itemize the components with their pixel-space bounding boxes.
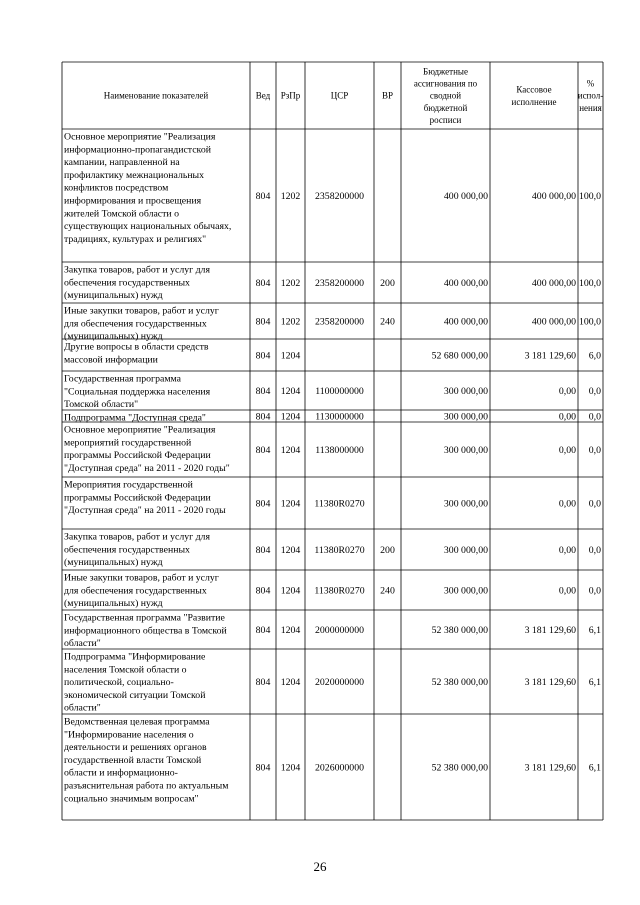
header-rzpr: РзПр <box>280 90 301 101</box>
row-name: населения Томской области о <box>64 664 187 676</box>
row-kass: 3 181 129,60 <box>524 625 576 636</box>
row-name: конфликтов посредством <box>64 182 169 194</box>
row-csr: 2358200000 <box>315 191 364 202</box>
row-budget: 52 380 000,00 <box>431 762 488 774</box>
row-budget: 300 000,00 <box>443 445 488 456</box>
header-budget: ассигнования по <box>413 78 478 89</box>
row-name: Томской области" <box>64 399 139 411</box>
row-csr: 11380R0270 <box>314 585 365 597</box>
header-vr: ВР <box>381 90 394 101</box>
row-ved: 804 <box>255 762 271 774</box>
row-vr: 240 <box>380 316 395 328</box>
row-name: кампании, направленной на <box>64 157 180 169</box>
row-name: информирования и просвещения <box>64 195 202 207</box>
row-name: (муниципальных) нужд <box>64 598 163 610</box>
row-kass: 0,00 <box>558 585 576 597</box>
row-ved: 804 <box>255 316 271 328</box>
row-pct: 6,0 <box>588 350 601 362</box>
row-name: Подпрограмма "Информирование <box>64 651 206 663</box>
row-ved: 804 <box>255 386 271 397</box>
row-name: экономической ситуации Томской <box>64 689 206 701</box>
row-csr: 2026000000 <box>315 762 364 774</box>
row-name: "Доступная среда" на 2011 - 2020 годы <box>64 505 226 517</box>
row-name: программы Российской Федерации <box>64 450 211 462</box>
row-pct: 0,0 <box>588 411 601 423</box>
row-pct: 6,1 <box>588 762 601 774</box>
row-name: для обеспечения государственных <box>64 318 207 330</box>
row-name: информационно-пропагандистской <box>64 144 211 156</box>
row-pct: 0,0 <box>588 498 601 510</box>
row-kass: 0,00 <box>558 386 576 397</box>
row-name: "Доступная среда" на 2011 - 2020 годы" <box>64 462 230 474</box>
row-name: Закупка товаров, работ и услуг для <box>64 264 210 276</box>
row-vr: 200 <box>380 278 395 289</box>
row-name: массовой информации <box>64 354 158 366</box>
row-name: социально значимым вопросам" <box>64 793 199 805</box>
row-pct: 0,0 <box>588 545 601 556</box>
row-budget: 52 380 000,00 <box>431 677 488 688</box>
row-name: Закупка товаров, работ и услуг для <box>64 531 210 543</box>
header-budget: сводной <box>429 90 462 101</box>
row-name: разъяснительная работа по актуальным <box>64 780 229 792</box>
row-name: обеспечения государственных <box>64 544 190 556</box>
row-ved: 804 <box>255 585 271 597</box>
header-pct: нения <box>579 102 602 113</box>
row-kass: 400 000,00 <box>531 316 576 328</box>
row-name: программы Российской Федерации <box>64 492 211 504</box>
row-rzpr: 1204 <box>280 445 301 456</box>
row-name: политической, социально- <box>64 677 174 689</box>
row-budget: 300 000,00 <box>443 498 488 510</box>
row-rzpr: 1202 <box>280 316 301 328</box>
row-pct: 6,1 <box>588 677 601 688</box>
row-budget: 400 000,00 <box>443 316 488 328</box>
row-rzpr: 1204 <box>280 545 301 556</box>
row-csr: 11380R0270 <box>314 498 365 510</box>
row-pct: 100,0 <box>578 316 601 328</box>
row-name: государственной власти Томской <box>64 754 202 766</box>
row-kass: 400 000,00 <box>531 191 576 202</box>
row-vr: 240 <box>380 585 395 597</box>
row-budget: 52 380 000,00 <box>431 625 488 636</box>
row-name: Подпрограмма "Доступная среда" <box>64 412 206 424</box>
row-pct: 100,0 <box>578 191 601 202</box>
row-kass: 0,00 <box>558 411 576 423</box>
row-pct: 0,0 <box>588 386 601 397</box>
row-csr: 1138000000 <box>315 445 364 456</box>
table-cells <box>63 66 603 804</box>
header-ved: Вед <box>255 90 271 101</box>
row-pct: 0,0 <box>588 445 601 456</box>
row-ved: 804 <box>255 445 271 456</box>
row-ved: 804 <box>255 545 271 556</box>
row-budget: 300 000,00 <box>443 585 488 597</box>
row-budget: 400 000,00 <box>443 191 488 202</box>
row-vr: 200 <box>380 545 395 556</box>
row-csr: 2358200000 <box>315 316 364 328</box>
row-kass: 0,00 <box>558 498 576 510</box>
row-rzpr: 1204 <box>280 498 301 510</box>
row-kass: 3 181 129,60 <box>524 762 576 774</box>
row-budget: 300 000,00 <box>443 411 488 423</box>
row-name: жителей Томской области о <box>64 208 180 220</box>
row-budget: 300 000,00 <box>443 545 488 556</box>
header-budget: Бюджетные <box>423 66 468 77</box>
row-name: (муниципальных) нужд <box>64 331 163 343</box>
row-name: "Социальная поддержка населения <box>64 386 211 398</box>
row-rzpr: 1204 <box>280 625 301 636</box>
row-kass: 0,00 <box>558 445 576 456</box>
row-rzpr: 1204 <box>280 411 301 423</box>
row-ved: 804 <box>255 278 271 289</box>
row-kass: 3 181 129,60 <box>524 677 576 688</box>
header-csr: ЦСР <box>330 90 349 101</box>
row-pct: 6,1 <box>588 625 601 636</box>
row-name: области" <box>64 638 101 650</box>
row-name: Ведомственная целевая программа <box>64 716 210 728</box>
row-ved: 804 <box>255 677 271 688</box>
row-kass: 400 000,00 <box>531 278 576 289</box>
row-rzpr: 1202 <box>280 191 301 202</box>
row-ved: 804 <box>255 191 271 202</box>
row-name: Мероприятия государственной <box>64 479 193 491</box>
row-rzpr: 1204 <box>280 762 301 774</box>
row-csr: 11380R0270 <box>314 545 365 556</box>
row-kass: 3 181 129,60 <box>524 350 576 362</box>
row-name: информационного общества в Томской <box>64 625 227 637</box>
row-rzpr: 1204 <box>280 386 301 397</box>
row-csr: 2020000000 <box>315 677 364 688</box>
row-name: мероприятий государственной <box>64 437 192 449</box>
row-name: области" <box>64 702 101 714</box>
header-budget: росписи <box>429 115 462 126</box>
header-budget: бюджетной <box>423 102 468 113</box>
row-name: деятельности и решениях органов <box>64 742 207 754</box>
row-name: Основное мероприятие "Реализация <box>64 424 216 436</box>
row-name: существующих национальных обычаях, <box>64 221 232 233</box>
row-budget: 400 000,00 <box>443 278 488 289</box>
row-budget: 300 000,00 <box>443 386 488 397</box>
row-rzpr: 1204 <box>280 585 301 597</box>
row-csr: 1130000000 <box>315 411 364 423</box>
header-name: Наименование показателей <box>103 90 209 101</box>
row-pct: 0,0 <box>588 585 601 597</box>
row-csr: 1100000000 <box>315 386 364 397</box>
header-kass: Кассовое <box>516 84 552 95</box>
row-name: традициях, культурах и религиях" <box>64 233 207 245</box>
row-name: для обеспечения государственных <box>64 585 207 597</box>
row-ved: 804 <box>255 350 271 362</box>
row-name: "Информирование населения о <box>64 729 194 741</box>
page-number: 26 <box>313 859 327 874</box>
row-csr: 2000000000 <box>315 625 364 636</box>
row-name: Иные закупки товаров, работ и услуг <box>64 305 219 317</box>
row-name: Иные закупки товаров, работ и услуг <box>64 572 219 584</box>
row-rzpr: 1204 <box>280 350 301 362</box>
row-name: Государственная программа "Развитие <box>64 612 225 624</box>
header-pct: испол- <box>577 90 604 101</box>
header-pct: % <box>586 78 595 89</box>
header-kass: исполнение <box>511 96 557 107</box>
row-name: (муниципальных) нужд <box>64 557 163 569</box>
row-name: обеспечения государственных <box>64 277 190 289</box>
row-name: профилактику межнациональных <box>64 169 205 181</box>
row-budget: 52 680 000,00 <box>431 350 488 362</box>
row-name: Основное мероприятие "Реализация <box>64 131 216 143</box>
row-name: Государственная программа <box>64 373 181 385</box>
row-rzpr: 1202 <box>280 278 301 289</box>
row-kass: 0,00 <box>558 545 576 556</box>
row-ved: 804 <box>255 498 271 510</box>
row-ved: 804 <box>255 411 271 423</box>
row-name: (муниципальных) нужд <box>64 290 163 302</box>
row-name: Другие вопросы в области средств <box>64 341 209 353</box>
row-rzpr: 1204 <box>280 677 301 688</box>
row-name: области и информационно- <box>64 767 178 779</box>
row-ved: 804 <box>255 625 271 636</box>
row-csr: 2358200000 <box>315 278 364 289</box>
row-pct: 100,0 <box>578 278 601 289</box>
